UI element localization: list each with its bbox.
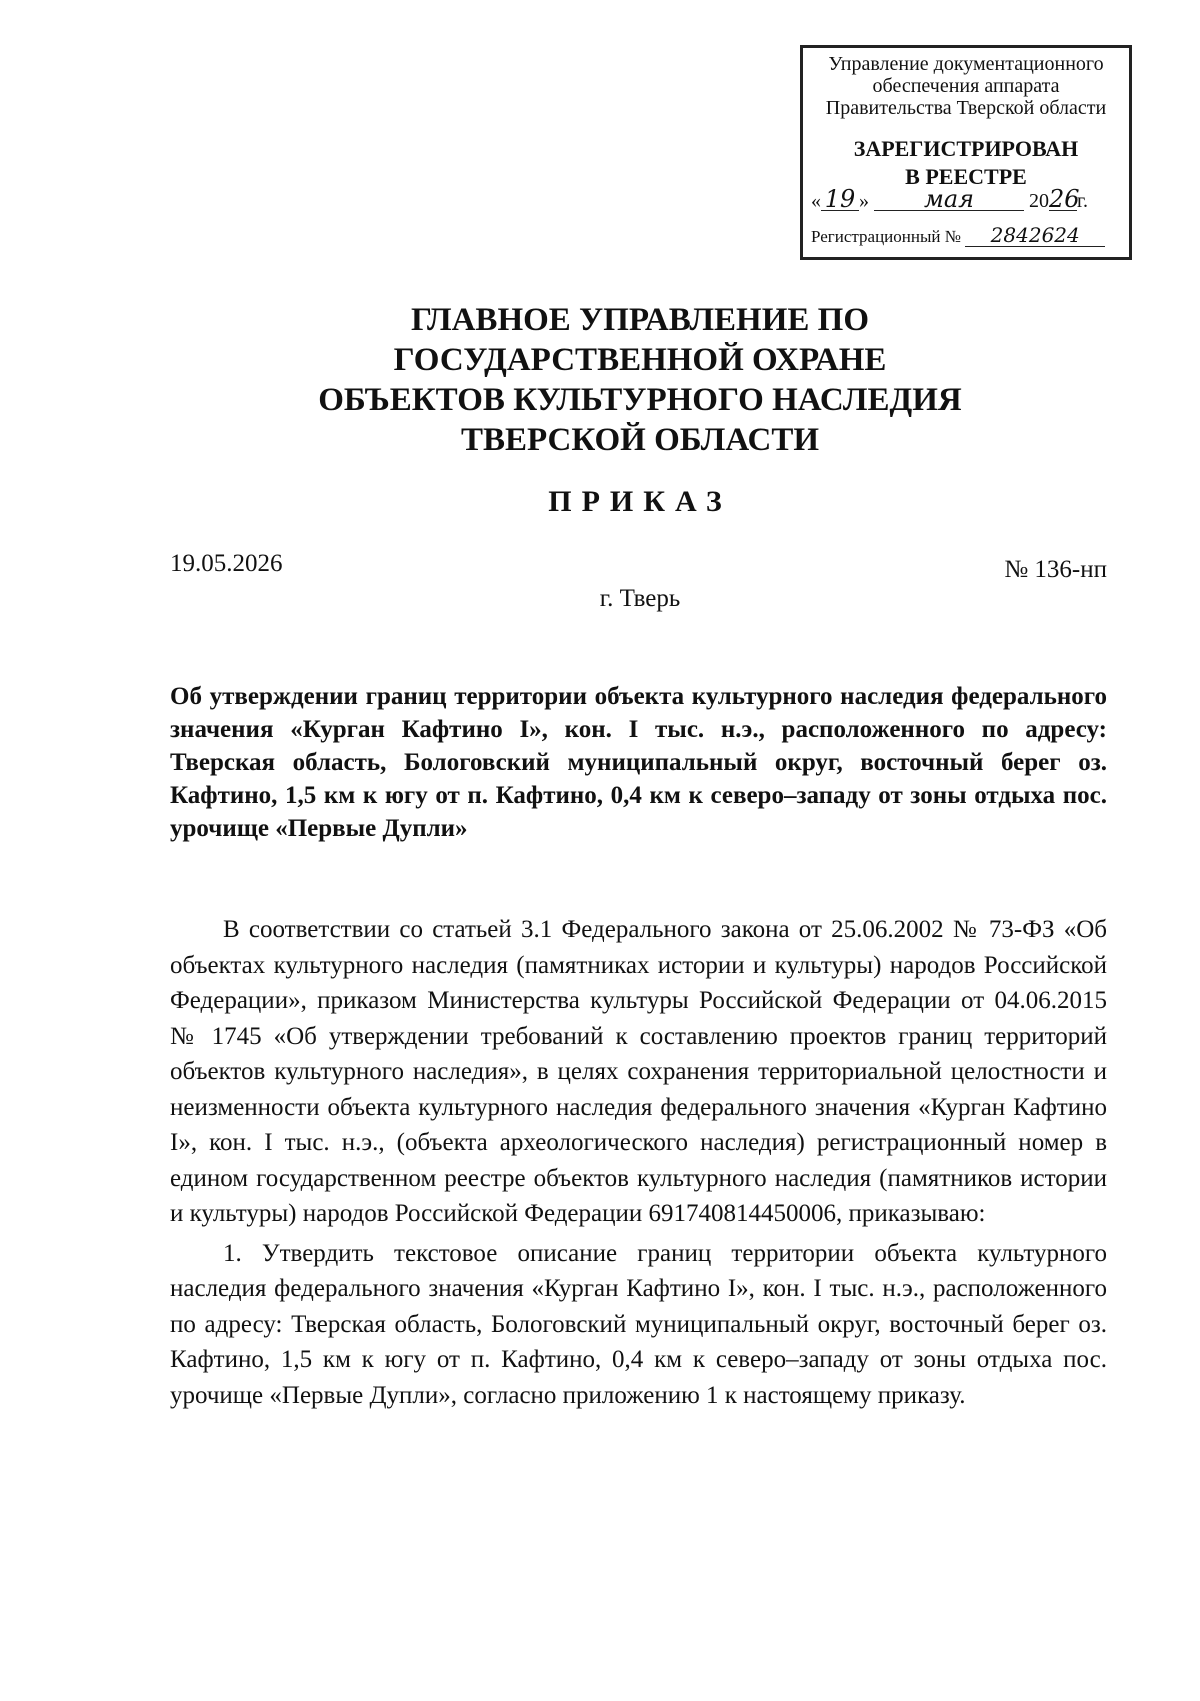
stamp-registered: [803, 135, 1129, 191]
body-paragraph: 1. Утвердить текстовое описание границ территории объекта культурного наследия федерального значения «Курган Кафтино I», кон. I тыс. н.э., расположенного по адресу: Тверская область, Бологовский муниципальный округ, восточный берег оз. Кафтино, 1,5 км к югу от п. Кафтино, 0,4 км к северо–западу от зоны отдыха пос. урочище «Первые Дупли», согласно приложению 1 к настоящему приказу.: [170, 1239, 1108, 1409]
stamp-org-line: Управление документационного: [828, 53, 1104, 75]
stamp-organization: [803, 53, 1129, 119]
stamp-regno: [811, 224, 1127, 247]
authority-line: ГЛАВНОЕ УПРАВЛЕНИЕ ПО: [411, 302, 869, 338]
body-paragraph: В соответствии со статьей 3.1 Федерального закона от 25.06.2002 № 73-ФЗ «Об объектах культурного наследия (памятниках истории и культуры) народов Российской Федерации», приказом Министерства культуры Российской Федерации от 04.06.2015 № 1745 «Об утверждении требований к составлению проектов границ территорий объектов культурного наследия», в целях сохранения территориальной целостности и неизменности объекта культурного наследия федерального значения «Курган Кафтино I», кон. I тыс. н.э., (объекта археологического наследия) регистрационный номер в едином государственном реестре объектов культурного наследия (памятников истории и культуры) народов Российской Федерации 691740814450006, приказываю:: [170, 916, 1107, 1227]
stamp-reg-line: ЗАРЕГИСТРИРОВАН: [853, 136, 1079, 161]
stamp-year-prefix: 20: [1029, 190, 1049, 212]
stamp-close-quote: »: [859, 190, 869, 212]
document-number: № 136-нп: [1004, 556, 1107, 583]
stamp-org-line: Правительства Тверской области: [825, 97, 1107, 119]
stamp-org-line: обеспечения аппарата: [872, 75, 1060, 97]
document-date: 19.05.2026: [170, 550, 283, 577]
stamp-day: 19: [821, 188, 859, 211]
stamp-regno-label: Регистрационный №: [811, 227, 961, 246]
stamp-month: мая: [874, 188, 1024, 211]
stamp-date: [811, 185, 1127, 213]
document-subject: Об утверждении границ территории объекта культурного наследия федерального значения «Курган Кафтино I», кон. I тыс. н.э., расположенного по адресу: Тверская область, Бологовский муниципальный округ, восточный берег оз. Кафтино, 1,5 км к югу от п. Кафтино, 0,4 км к северо–западу от зоны отдыха пос. урочище «Первые Дупли»: [170, 683, 1107, 842]
document-city: г. Тверь: [599, 585, 681, 612]
stamp-year-mark: г.: [1077, 190, 1088, 212]
stamp-open-quote: «: [811, 190, 821, 212]
registration-stamp: [800, 45, 1132, 260]
authority-line: ОБЪЕКТОВ КУЛЬТУРНОГО НАСЛЕДИЯ: [318, 382, 962, 418]
document-type: ПРИКАЗ: [548, 485, 732, 518]
stamp-reg-line: В РЕЕСТРЕ: [905, 164, 1027, 189]
stamp-year-suffix: 26: [1049, 185, 1080, 213]
authority-line: ТВЕРСКОЙ ОБЛАСТИ: [460, 422, 820, 458]
stamp-regno-value: 2842624: [965, 224, 1105, 247]
document-body: [170, 912, 1107, 1413]
authority-line: ГОСУДАРСТВЕННОЙ ОХРАНЕ: [393, 342, 887, 378]
issuing-authority: [200, 300, 1080, 460]
